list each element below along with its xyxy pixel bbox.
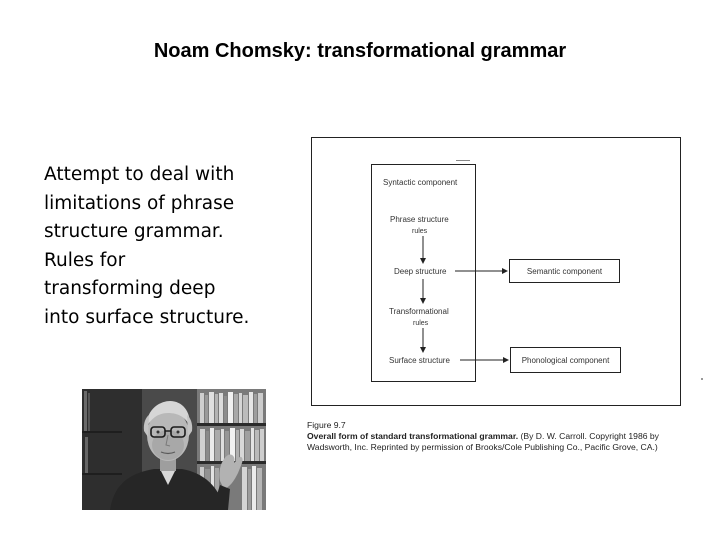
caption-credit: (By D. W. Carroll. Copyright 1986 by Wadsworth, Inc. Reprinted by permission of Brooks/Cole Publishing Co., Pacific Grove, CA.) xyxy=(307,431,659,452)
body-line: Rules for xyxy=(44,249,126,271)
photo-illustration xyxy=(82,389,266,510)
caption-label: Figure 9.7 xyxy=(307,420,346,430)
surface-structure-label: Surface structure xyxy=(389,356,450,365)
body-line: into surface structure. xyxy=(44,306,250,328)
caption-title: Overall form of standard transformational grammar. xyxy=(307,431,519,441)
phrase-structure-label: Phrase structure xyxy=(390,215,449,224)
phonological-component-box: Phonological component xyxy=(510,347,621,373)
caption-text xyxy=(307,431,687,453)
slide-title: Noam Chomsky: transformational grammar xyxy=(153,40,567,62)
phrase-structure-rules-label: rules xyxy=(412,228,428,235)
semantic-component-box: Semantic component xyxy=(509,259,620,283)
body-line: transforming deep xyxy=(44,278,216,299)
body-line: Attempt to deal with xyxy=(44,164,235,185)
transformational-label: Transformational xyxy=(389,307,449,316)
chomsky-photo xyxy=(82,389,266,510)
syntactic-component-label: Syntactic component xyxy=(383,178,458,187)
deep-structure-label: Deep structure xyxy=(394,267,447,276)
body-line: limitations of phrase xyxy=(44,192,235,214)
body-line: structure grammar. xyxy=(44,221,224,242)
figure-caption xyxy=(307,420,687,453)
edge-speck xyxy=(701,378,703,380)
transformational-rules-label: rules xyxy=(413,320,429,327)
